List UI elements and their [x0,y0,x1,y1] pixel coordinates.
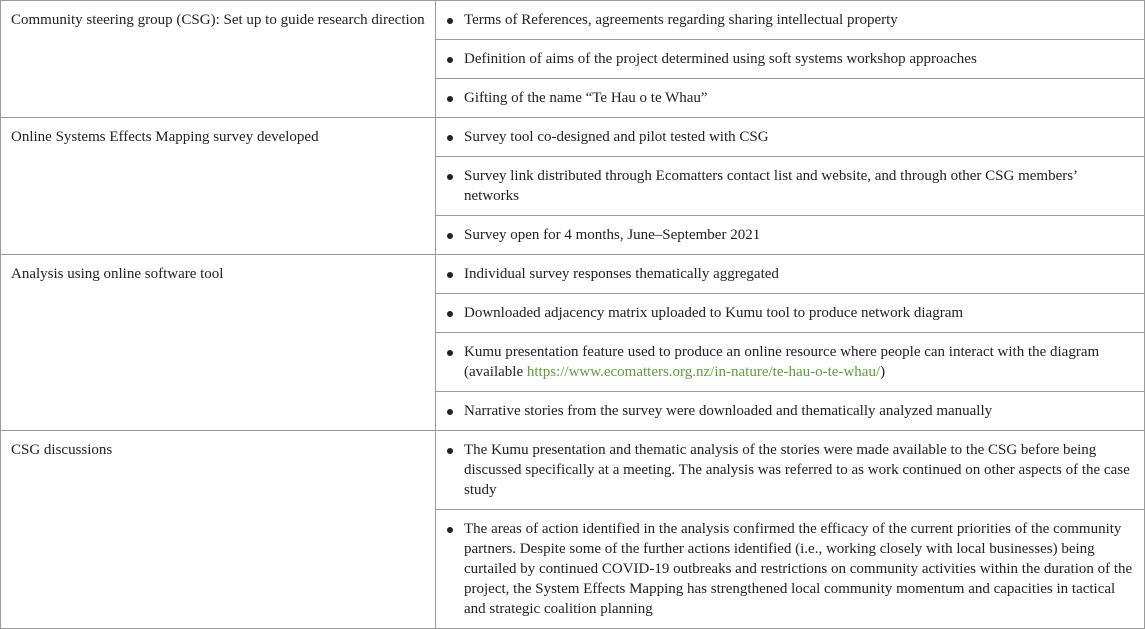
list-item [436,391,1144,430]
step-label: Community steering group (CSG): Set up to guide research direction [11,12,425,28]
bullet-icon [447,96,453,102]
step-label: Online Systems Effects Mapping survey developed [11,129,319,145]
bullet-icon [447,18,453,24]
bullet-icon [447,135,453,141]
list-item [436,293,1144,332]
item-text-before-link: Kumu presentation feature used to produce an online resource where people can interact with the diagram (available [464,344,1100,380]
step-cell [1,255,436,431]
list-item [436,1,1144,39]
list-item [436,255,1144,293]
list-item [436,431,1144,509]
bullet-icon [447,448,453,454]
table-row [1,118,1145,255]
list-item [436,332,1144,391]
bullet-icon [447,409,453,415]
item-text: Gifting of the name “Te Hau o te Whau” [464,90,708,106]
table-row [1,255,1145,431]
bullet-icon [447,233,453,239]
item-text: Survey open for 4 months, June–September 2021 [464,227,761,243]
table-row [1,1,1145,118]
bullet-icon [447,272,453,278]
step-cell [1,1,436,118]
bullet-icon [447,174,453,180]
item-text: Survey tool co-designed and pilot tested with CSG [464,129,769,145]
table-row [1,431,1145,629]
activities-cell [436,255,1145,431]
list-item [436,78,1144,117]
list-item [436,156,1144,215]
activities-cell [436,431,1145,629]
list-item [436,215,1144,254]
item-text: Narrative stories from the survey were downloaded and thematically analyzed manually [464,403,993,419]
step-cell [1,118,436,255]
bullet-icon [447,311,453,317]
activities-cell [436,118,1145,255]
list-item [436,118,1144,156]
bullet-icon [447,57,453,63]
activities-cell [436,1,1145,118]
step-label: Analysis using online software tool [11,266,224,282]
item-text: Terms of References, agreements regarding sharing intellectual property [464,12,898,28]
bullet-icon [447,350,453,356]
step-label: CSG discussions [11,442,113,458]
item-text: The Kumu presentation and thematic analysis of the stories were made available to the CSG before being discussed specifically at a meeting. The analysis was referred to as work continued on other aspects of the case study [464,442,1130,498]
ecomatters-link[interactable]: https://www.ecomatters.org.nz/in-nature/te-hau-o-te-whau/ [526,364,881,380]
item-text: The areas of action identified in the analysis confirmed the efficacy of the current priorities of the community partners. Despite some of the further actions identified (i.e., working closely with local businesses) being curtailed by continued COVID-19 outbreaks and restrictions on community activities within the duration of the project, the System Effects Mapping has strengthened local community momentum and capacities in tactical and strategic coalition planning [464,521,1133,617]
step-cell [1,431,436,629]
item-text-after-link: ) [880,364,886,380]
item-text: Downloaded adjacency matrix uploaded to Kumu tool to produce network diagram [464,305,964,321]
item-text: Survey link distributed through Ecomatters contact list and website, and through other CSG members’ networks [464,168,1077,204]
item-text: Definition of aims of the project determined using soft systems workshop approaches [464,51,977,67]
item-text: Individual survey responses thematically aggregated [464,266,779,282]
list-item [436,509,1144,628]
list-item [436,39,1144,78]
bullet-icon [447,527,453,533]
